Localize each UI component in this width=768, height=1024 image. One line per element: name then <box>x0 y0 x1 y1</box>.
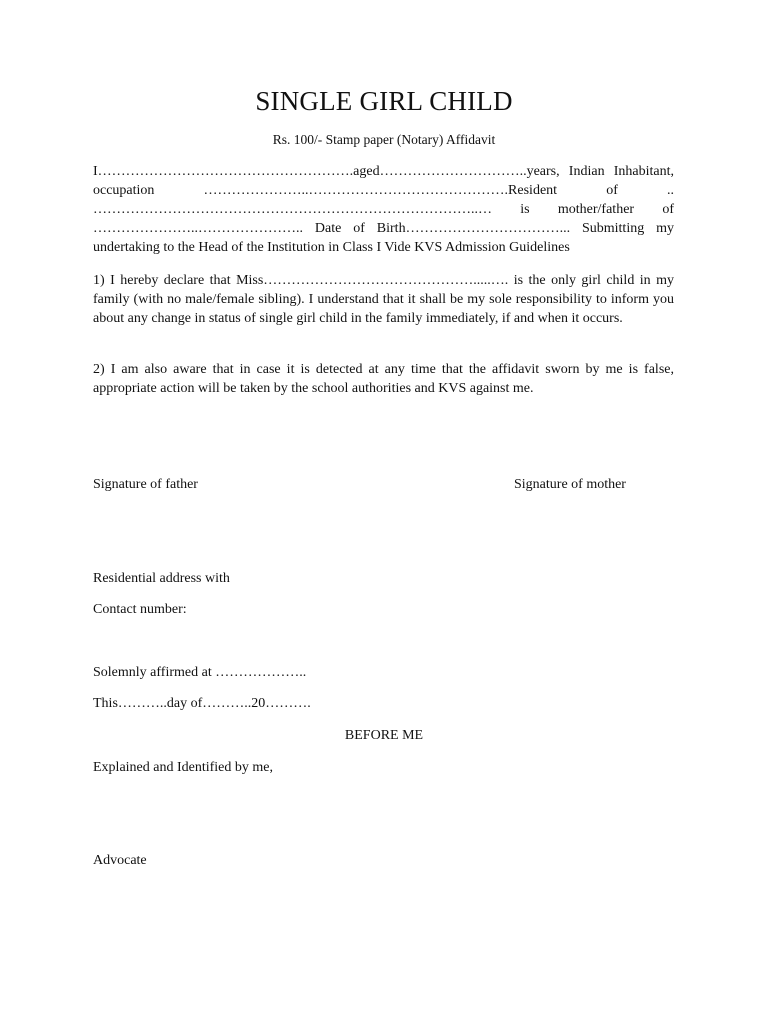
signature-mother-label: Signature of mother <box>514 477 626 492</box>
document-title: SINGLE GIRL CHILD <box>255 86 513 116</box>
before-me-heading: BEFORE ME <box>344 728 424 743</box>
date-line: This………..day of………..20………. <box>93 696 311 711</box>
residential-address-label: Residential address with <box>93 571 230 586</box>
advocate-label: Advocate <box>93 853 147 868</box>
intro-paragraph: I……………………………………………….aged…………………………..years, Indian Inhabitant, occupation …………………..…………………………………….Resident of .. ………………………………………………………………………..… is mother/father of …………………..………………….. Date of Birth……………………………... Submitting my undertaking to the Head of the Institution in Class I Vide KVS Admission Guidelines <box>93 164 674 255</box>
clause-1-paragraph: 1) I hereby declare that Miss……………………………………….....…. is the only girl child in my family (with no male/female sibling). I understand that it shall be my sole responsibility to inform you about any change in status of single girl child in the family immediately, if and when it occurs. <box>93 273 674 326</box>
solemnly-affirmed-line: Solemnly affirmed at ……………….. <box>93 665 307 680</box>
explained-identified-line: Explained and Identified by me, <box>93 760 273 775</box>
clause-2-paragraph: 2) I am also aware that in case it is detected at any time that the affidavit sworn by me is false, appropriate action will be taken by the school authorities and KVS against me. <box>93 362 674 396</box>
document-subtitle: Rs. 100/- Stamp paper (Notary) Affidavit <box>272 132 496 147</box>
contact-number-label: Contact number: <box>93 602 187 617</box>
signature-father-label: Signature of father <box>93 477 198 492</box>
